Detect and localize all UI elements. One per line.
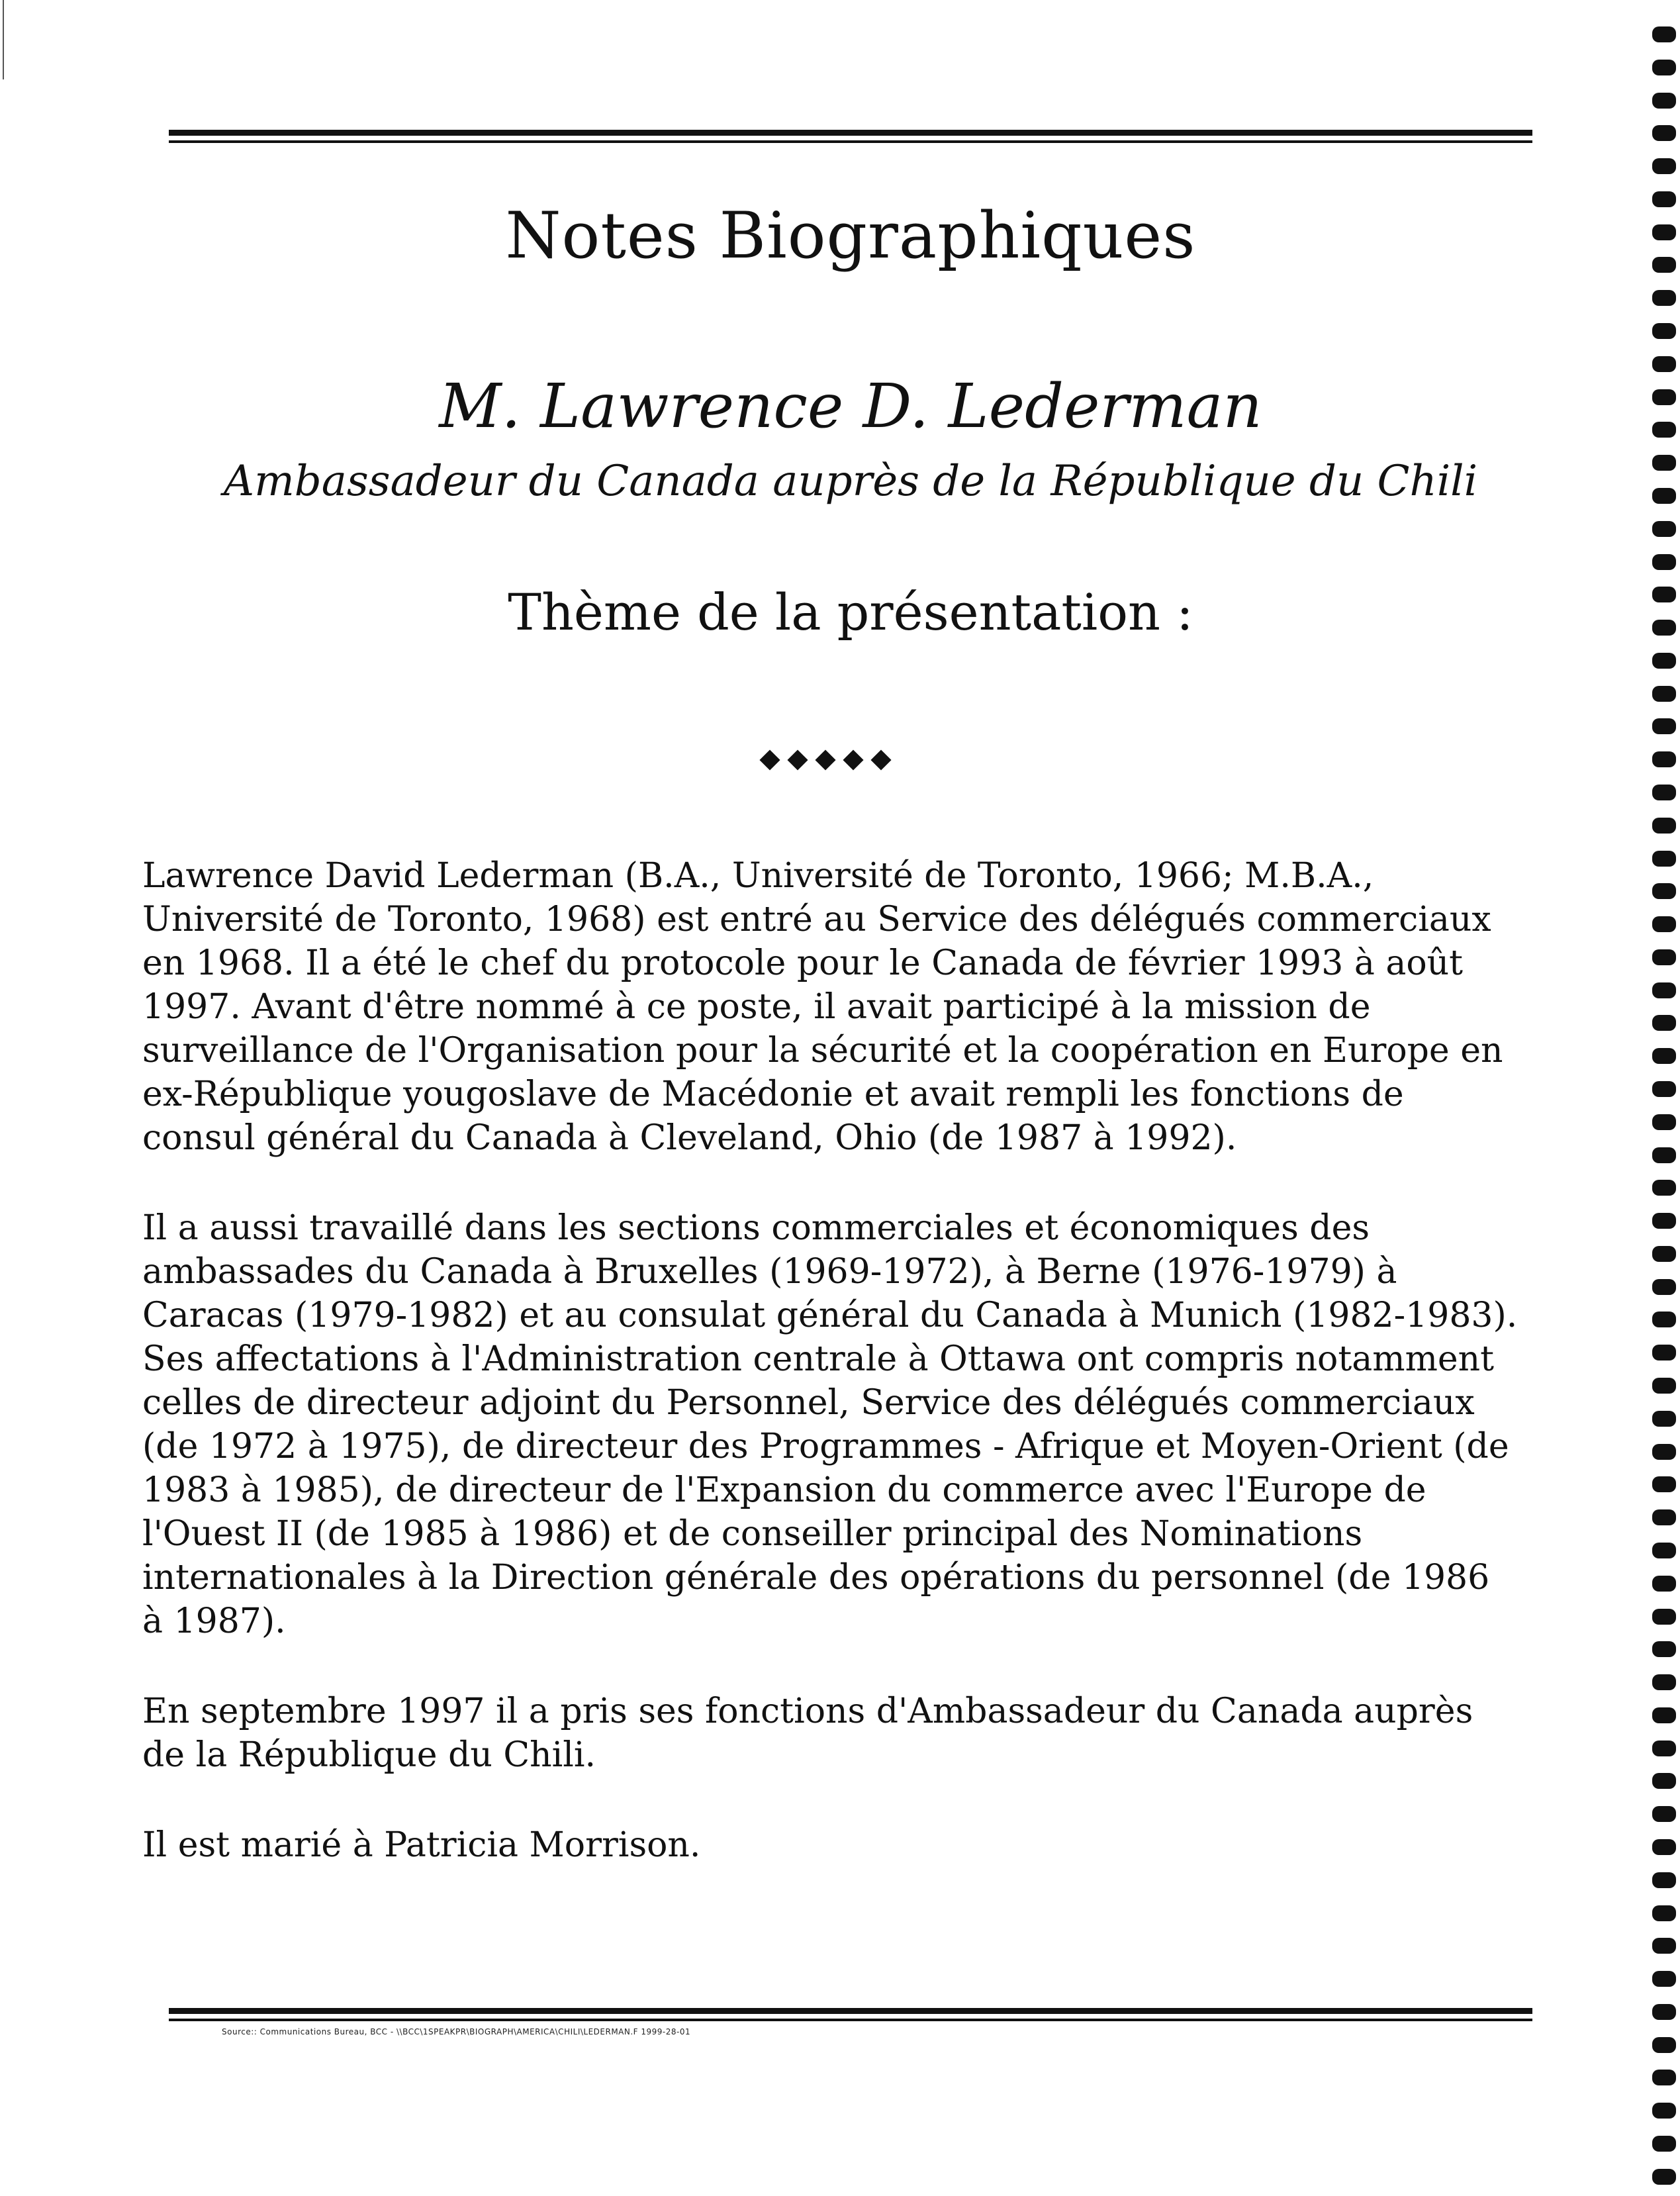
person-name: M. Lawrence D. Lederman — [439, 371, 1262, 442]
binder-hole — [1652, 1015, 1676, 1031]
page-edge-line — [3, 0, 4, 79]
binder-hole — [1652, 785, 1676, 800]
binder-hole — [1652, 587, 1676, 602]
binder-hole — [1652, 1741, 1676, 1756]
binder-hole — [1652, 1312, 1676, 1327]
binder-hole — [1652, 389, 1676, 405]
binder-hole — [1652, 1938, 1676, 1954]
paragraph-ambassador: En septembre 1997 il a pris ses fonctions d'Ambassadeur du Canada auprès de la République du Chili. — [142, 1692, 1473, 1775]
binder-hole — [1652, 1509, 1676, 1525]
binder-hole — [1652, 158, 1676, 174]
binder-hole — [1652, 224, 1676, 240]
binder-hole — [1652, 2103, 1676, 2119]
paragraph-postings: Il a aussi travaillé dans les sections commerciales et économiques des ambassades du Canada à Bruxelles (1969-1972), à Berne (1976-1979) à Caracas (1979-1982) et au consulat général du Canada à Munich (1982-1983). Ses affectations à l'Administration centrale à Ottawa ont compris notamment celles de directeur adjoint du Personnel, Service des délégués commerciaux (de 1972 à 1975), de directeur des Programmes - Afrique et Moyen-Orient (de 1983 à 1985), de directeur de l'Expansion du commerce avec l'Europe de l'Ouest II (de 1985 à 1986) et de conseiller principal des Nominations internationales à la Direction générale des opérations du personnel (de 1986 à 1987). — [142, 1208, 1518, 1641]
paragraph-career: Lawrence David Lederman (B.A., Université de Toronto, 1966; M.B.A., Université de Toronto, 1968) est entré au Service des délégués commerciaux en 1968. Il a été le chef du protocole pour le Canada de février 1993 à août 1997. Avant d'être nommé à ce poste, il avait participé à la mission de surveillance de l'Organisation pour la sécurité et la coopération en Europe en ex-République yougoslave de Macédonie et avait rempli les fonctions de consul général du Canada à Cleveland, Ohio (de 1987 à 1992). — [142, 856, 1503, 1158]
paragraph-family: Il est marié à Patricia Morrison. — [142, 1825, 701, 1865]
binder-hole — [1652, 1147, 1676, 1163]
binder-hole — [1652, 1345, 1676, 1361]
binder-hole — [1652, 521, 1676, 537]
binder-hole — [1652, 1641, 1676, 1657]
binder-hole — [1652, 686, 1676, 702]
binder-hole — [1652, 1114, 1676, 1130]
binder-hole — [1652, 1707, 1676, 1723]
binder-hole — [1652, 1444, 1676, 1460]
binder-hole — [1652, 818, 1676, 834]
binder-hole — [1652, 916, 1676, 932]
binder-hole — [1652, 1279, 1676, 1295]
binder-hole — [1652, 851, 1676, 867]
binder-hole — [1652, 1180, 1676, 1196]
biography-body — [142, 854, 1519, 1913]
binder-hole — [1652, 620, 1676, 636]
binder-hole — [1652, 1773, 1676, 1789]
binder-hole — [1652, 1213, 1676, 1229]
binder-hole — [1652, 2136, 1676, 2152]
binder-hole — [1652, 290, 1676, 306]
binder-hole — [1652, 1378, 1676, 1394]
binder-hole — [1652, 2070, 1676, 2085]
binder-hole — [1652, 2004, 1676, 2020]
person-role: Ambassadeur du Canada auprès de la République du Chili — [223, 457, 1478, 506]
binder-hole — [1652, 2169, 1676, 2185]
binder-hole — [1652, 982, 1676, 998]
binder-hole — [1652, 751, 1676, 767]
binder-hole — [1652, 2037, 1676, 2053]
binder-hole — [1652, 718, 1676, 734]
binder-hole — [1652, 93, 1676, 109]
binder-hole — [1652, 949, 1676, 965]
binder-hole — [1652, 26, 1676, 42]
binder-hole — [1652, 883, 1676, 899]
diamond-ornament-icon — [758, 748, 894, 773]
binder-hole — [1652, 1872, 1676, 1888]
binder-hole — [1652, 455, 1676, 471]
binder-hole — [1652, 1609, 1676, 1625]
binder-hole — [1652, 1543, 1676, 1558]
binder-hole — [1652, 554, 1676, 570]
binder-hole — [1652, 356, 1676, 372]
bottom-double-rule — [169, 2008, 1532, 2021]
binder-hole — [1652, 1411, 1676, 1427]
binder-hole — [1652, 1246, 1676, 1262]
binder-hole — [1652, 257, 1676, 273]
document-title: Notes Biographiques — [505, 199, 1196, 273]
binder-hole — [1652, 488, 1676, 504]
binder-holes — [1651, 26, 1677, 2185]
binder-hole — [1652, 1971, 1676, 1987]
binder-hole — [1652, 1081, 1676, 1097]
binder-hole — [1652, 125, 1676, 141]
presentation-theme-label: Thème de la présentation : — [508, 583, 1193, 642]
binder-hole — [1652, 1674, 1676, 1690]
binder-hole — [1652, 422, 1676, 438]
top-double-rule — [169, 130, 1532, 143]
source-footnote: Source:: Communications Bureau, BCC - \\BCC\1SPEAKPR\BIOGRAPH\AMERICA\CHILI\LEDERMAN.F 1999-28-01 — [222, 2027, 691, 2036]
binder-hole — [1652, 653, 1676, 669]
binder-hole — [1652, 323, 1676, 339]
binder-hole — [1652, 1576, 1676, 1592]
binder-hole — [1652, 191, 1676, 207]
binder-hole — [1652, 1806, 1676, 1822]
binder-hole — [1652, 1839, 1676, 1855]
binder-hole — [1652, 1048, 1676, 1064]
binder-hole — [1652, 1476, 1676, 1492]
binder-hole — [1652, 60, 1676, 75]
binder-hole — [1652, 1905, 1676, 1921]
